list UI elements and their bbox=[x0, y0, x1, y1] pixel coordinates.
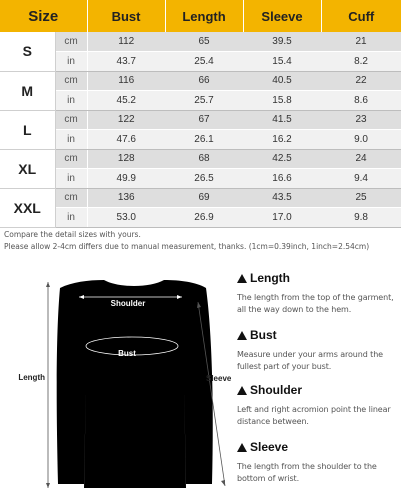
cuff-value: 8.2 bbox=[321, 52, 401, 72]
size-label: M bbox=[0, 71, 55, 110]
garment-diagram bbox=[0, 262, 235, 500]
measurement-tolerance-note: Please allow 2-4cm differs due to manual measurement, thanks. (1cm=0.39inch, 1inch=2.54cm) bbox=[4, 242, 370, 251]
sleeve-value: 42.5 bbox=[243, 149, 321, 169]
header-cuff: Cuff bbox=[321, 0, 401, 32]
definition-text: Measure under your arms around the fullest part of your bust. bbox=[237, 350, 384, 371]
table-row bbox=[0, 149, 401, 169]
length-value: 26.9 bbox=[165, 208, 243, 228]
definition-bust bbox=[237, 327, 401, 373]
bust-value: 112 bbox=[87, 32, 165, 52]
garment-silhouette bbox=[57, 280, 213, 488]
sleeve-value: 15.4 bbox=[243, 52, 321, 72]
garment-diagram-svg bbox=[0, 262, 235, 500]
unit-cm: cm bbox=[55, 32, 87, 52]
bust-value: 53.0 bbox=[87, 208, 165, 228]
length-value: 26.5 bbox=[165, 169, 243, 189]
table-row bbox=[0, 32, 401, 52]
table-row bbox=[0, 71, 401, 91]
triangle-icon bbox=[237, 331, 247, 340]
table-header-row bbox=[0, 0, 401, 32]
length-value: 67 bbox=[165, 110, 243, 130]
definition-sleeve bbox=[237, 439, 401, 485]
bust-value: 122 bbox=[87, 110, 165, 130]
size-label: S bbox=[0, 32, 55, 71]
length-value: 26.1 bbox=[165, 130, 243, 150]
unit-cm: cm bbox=[55, 71, 87, 91]
cuff-value: 22 bbox=[321, 71, 401, 91]
definition-title: Length bbox=[250, 271, 290, 285]
sleeve-value: 15.8 bbox=[243, 91, 321, 111]
unit-in: in bbox=[55, 52, 87, 72]
sleeve-value: 16.6 bbox=[243, 169, 321, 189]
definition-shoulder bbox=[237, 382, 401, 428]
table-row bbox=[0, 130, 401, 150]
length-value: 69 bbox=[165, 188, 243, 208]
unit-in: in bbox=[55, 130, 87, 150]
sleeve-value: 17.0 bbox=[243, 208, 321, 228]
length-value: 65 bbox=[165, 32, 243, 52]
cuff-value: 21 bbox=[321, 32, 401, 52]
unit-in: in bbox=[55, 91, 87, 111]
table-row bbox=[0, 208, 401, 228]
definition-text: The length from the shoulder to the bottom of wrist. bbox=[237, 462, 377, 483]
cuff-value: 23 bbox=[321, 110, 401, 130]
header-bust: Bust bbox=[87, 0, 165, 32]
cuff-value: 8.6 bbox=[321, 91, 401, 111]
bust-value: 128 bbox=[87, 149, 165, 169]
header-size: Size bbox=[0, 0, 87, 32]
unit-in: in bbox=[55, 169, 87, 189]
header-length: Length bbox=[165, 0, 243, 32]
length-value: 25.7 bbox=[165, 91, 243, 111]
sleeve-label: Sleeve bbox=[206, 374, 232, 383]
unit-cm: cm bbox=[55, 149, 87, 169]
bust-value: 43.7 bbox=[87, 52, 165, 72]
sleeve-value: 43.5 bbox=[243, 188, 321, 208]
triangle-icon bbox=[237, 274, 247, 283]
size-label: XXL bbox=[0, 188, 55, 227]
length-value: 66 bbox=[165, 71, 243, 91]
cuff-value: 25 bbox=[321, 188, 401, 208]
definition-length bbox=[237, 270, 401, 316]
cuff-value: 9.0 bbox=[321, 130, 401, 150]
table-row bbox=[0, 110, 401, 130]
table-row bbox=[0, 169, 401, 189]
bust-value: 116 bbox=[87, 71, 165, 91]
length-label: Length bbox=[18, 373, 45, 382]
measurement-note: Compare the detail sizes with yours. bbox=[4, 230, 141, 239]
definition-title: Bust bbox=[250, 328, 277, 342]
bust-value: 47.6 bbox=[87, 130, 165, 150]
definition-title: Sleeve bbox=[250, 440, 289, 454]
unit-in: in bbox=[55, 208, 87, 228]
bust-label: Bust bbox=[118, 349, 136, 358]
size-label: XL bbox=[0, 149, 55, 188]
definition-text: Left and right acromion point the linear distance between. bbox=[237, 405, 391, 426]
sleeve-value: 39.5 bbox=[243, 32, 321, 52]
cuff-value: 9.8 bbox=[321, 208, 401, 228]
cuff-value: 24 bbox=[321, 149, 401, 169]
triangle-icon bbox=[237, 443, 247, 452]
triangle-icon bbox=[237, 386, 247, 395]
definition-title: Shoulder bbox=[250, 383, 303, 397]
header-sleeve: Sleeve bbox=[243, 0, 321, 32]
length-value: 68 bbox=[165, 149, 243, 169]
definition-text: The length from the top of the garment, all the way down to the hem. bbox=[237, 293, 394, 314]
size-chart-table bbox=[0, 0, 401, 228]
size-label: L bbox=[0, 110, 55, 149]
shoulder-label: Shoulder bbox=[110, 299, 146, 308]
table-row bbox=[0, 188, 401, 208]
sleeve-value: 40.5 bbox=[243, 71, 321, 91]
bust-value: 136 bbox=[87, 188, 165, 208]
sleeve-value: 41.5 bbox=[243, 110, 321, 130]
unit-cm: cm bbox=[55, 188, 87, 208]
unit-cm: cm bbox=[55, 110, 87, 130]
cuff-value: 9.4 bbox=[321, 169, 401, 189]
table-row bbox=[0, 91, 401, 111]
length-value: 25.4 bbox=[165, 52, 243, 72]
bust-value: 49.9 bbox=[87, 169, 165, 189]
sleeve-value: 16.2 bbox=[243, 130, 321, 150]
bust-value: 45.2 bbox=[87, 91, 165, 111]
table-row bbox=[0, 52, 401, 72]
